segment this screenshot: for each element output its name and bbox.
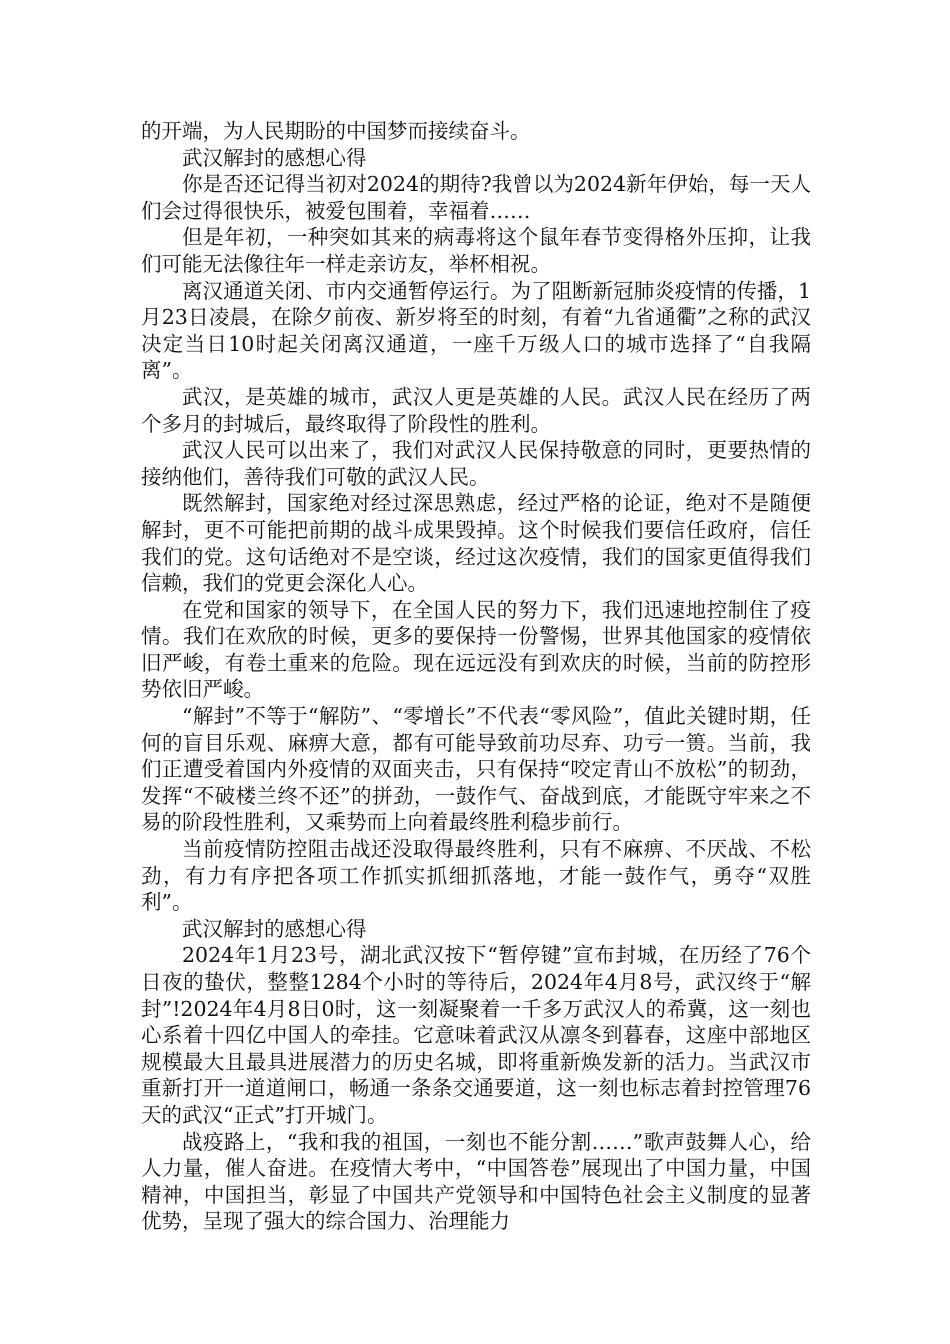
section-heading: 武汉解封的感想心得 xyxy=(182,145,367,170)
paragraph: 但是年初，一种突如其来的病毒将这个鼠年春节变得格外压抑，让我们可能无法像往年一样走亲访友，举杯相祝。 xyxy=(141,225,811,276)
section-heading: 武汉解封的感想心得 xyxy=(182,916,367,941)
paragraph: 武汉人民可以出来了，我们对武汉人民保持敬意的同时，更要热情的接纳他们，善待我们可敬的武汉人民。 xyxy=(141,438,811,489)
paragraph: 武汉，是英雄的城市，武汉人更是英雄的人民。武汉人民在经历了两个多月的封城后，最终取得了阶段性的胜利。 xyxy=(141,384,811,436)
paragraph: 既然解封，国家绝对经过深思熟虑，经过严格的论证，绝对不是随便解封，更不可能把前期的战斗成果毁掉。这个时候我们要信任政府，信任我们的党。这句话绝对不是空谈，经过这次疫情，我们的国家更值得我们信赖，我们的党更会深化人心。 xyxy=(141,491,811,596)
paragraph: “解封”不等于“解防”、“零增长”不代表“零风险”，值此关键时期，任何的盲目乐观、麻痹大意，都有可能导致前功尽弃、功亏一篑。当前，我们正遭受着国内外疫情的双面夹击，只有保持“咬定青山不放松”的韧劲，发挥“不破楼兰终不还”的拼劲，一鼓作气、奋战到底，才能既守牢来之不易的阶段性胜利，又乘势而上向着最终胜利稳步前行。 xyxy=(141,704,811,835)
paragraph: 在党和国家的领导下，在全国人民的努力下，我们迅速地控制住了疫情。我们在欢欣的时候，更多的要保持一份警惕，世界其他国家的疫情依旧严峻，有卷土重来的危险。现在远远没有到欢庆的时候，当前的防控形势依旧严峻。 xyxy=(141,597,811,702)
paragraph: 2024年1月23号，湖北武汉按下“暂停键”宣布封城，在历经了76个日夜的蛰伏，整整1284个小时的等待后，2024年4月8号，武汉终于“解封”!2024年4月8日0时，这一刻凝聚着一千多万武汉人的希冀，这一刻也心系着十四亿中国人的牵挂。它意味着武汉从凛冬到暮春，这座中部地区规模最大且最具进展潜力的历史名城，即将重新焕发新的活力。当武汉市重新打开一道道闸口，畅通一条条交通要道，这一刻也标志着封控管理76天的武汉“正式”打开城门。 xyxy=(141,943,811,1127)
paragraph: 你是否还记得当初对2024的期待?我曾以为2024新年伊始，每一天人们会过得很快乐，被爱包围着，幸福着…… xyxy=(141,172,811,223)
paragraph: 离汉通道关闭、市内交通暂停运行。为了阻断新冠肺炎疫情的传播，1月23日凌晨，在除夕前夜、新岁将至的时刻，有着“九省通衢”之称的武汉决定当日10时起关闭离汉通道，一座千万级人口的城市选择了“自我隔离”。 xyxy=(141,278,811,383)
paragraph: 战疫路上，“我和我的祖国，一刻也不能分割……”歌声鼓舞人心，给人力量，催人奋进。在疫情大考中，“中国答卷”展现出了中国力量，中国精神，中国担当，彰显了中国共产党领导和中国特色社会主义制度的显著优势，呈现了强大的综合国力、治理能力 xyxy=(141,1129,811,1234)
paragraph-continuation: 的开端，为人民期盼的中国梦而接续奋斗。 xyxy=(141,119,531,143)
paragraph: 当前疫情防控阻击战还没取得最终胜利，只有不麻痹、不厌战、不松劲，有力有序把各项工作抓实抓细抓落地，才能一鼓作气，勇夺“双胜利”。 xyxy=(141,837,811,915)
document-body xyxy=(141,118,811,1235)
